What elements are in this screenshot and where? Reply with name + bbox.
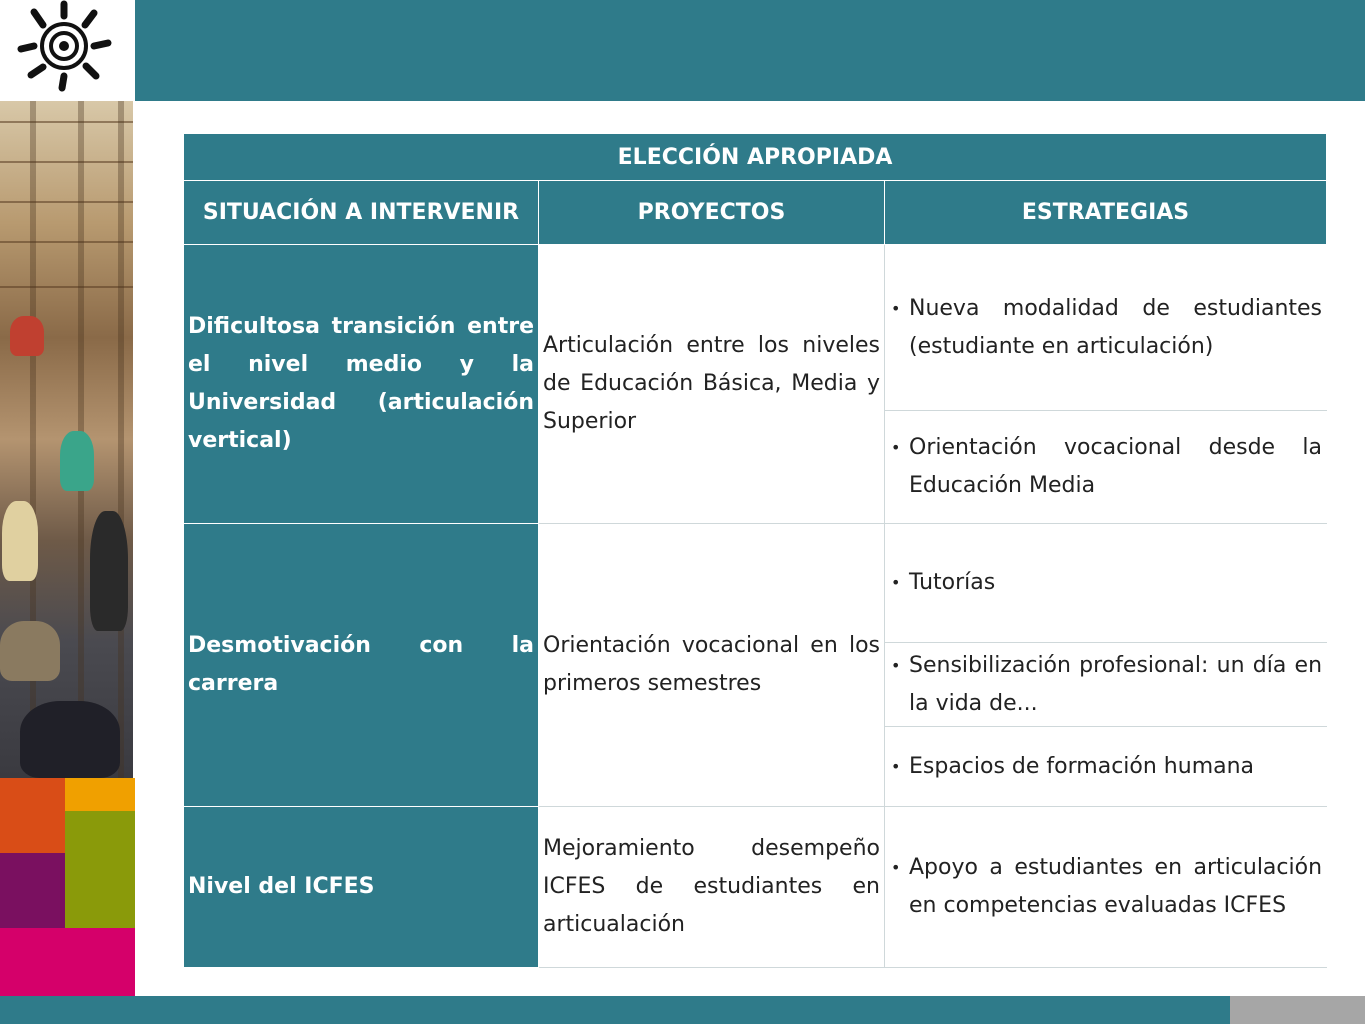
bullet-icon: • — [891, 756, 901, 776]
top-banner — [135, 0, 1365, 101]
bullet-icon: • — [891, 438, 901, 457]
situation-cell: Desmotivación con la carrera — [184, 524, 539, 807]
color-blocks — [0, 778, 135, 996]
column-header-strategies: ESTRATEGIAS — [885, 181, 1327, 245]
sun-spiral-logo-icon — [0, 0, 135, 101]
bullet-icon: • — [891, 655, 901, 675]
logo — [0, 0, 135, 101]
project-cell: Orientación vocacional en los primeros semestres — [539, 524, 885, 807]
strategy-cell — [885, 807, 1327, 968]
strategy-cell — [885, 727, 1327, 807]
strategy-cell — [885, 643, 1327, 727]
strategy-text: Sensibilización profesional: un día en la vida de... — [909, 652, 1323, 716]
strategy-cell — [885, 411, 1327, 524]
bullet-icon: • — [891, 298, 901, 318]
strategy-text: Nueva modalidad de estudiantes (estudiante en articulación) — [909, 295, 1323, 359]
strategy-table — [183, 133, 1327, 968]
strategy-cell — [885, 524, 1327, 643]
bullet-icon: • — [891, 858, 901, 877]
bottom-gray-block — [1230, 996, 1365, 1024]
strategy-text: Orientación vocacional desde la Educación Media — [909, 435, 1323, 498]
strategy-text: Apoyo a estudiantes en articulación en competencias evaluadas ICFES — [909, 855, 1323, 918]
bottom-banner — [0, 996, 1230, 1024]
column-header-situation: SITUACIÓN A INTERVENIR — [184, 181, 539, 245]
situation-cell: Dificultosa transición entre el nivel medio y la Universidad (articulación vertical) — [184, 245, 539, 524]
situation-cell: Nivel del ICFES — [184, 807, 539, 968]
campus-library-photo — [0, 101, 133, 778]
strategy-text: Tutorías — [909, 570, 996, 595]
strategy-text: Espacios de formación humana — [909, 753, 1255, 779]
column-header-projects: PROYECTOS — [539, 181, 885, 245]
project-cell: Articulación entre los niveles de Educación Básica, Media y Superior — [539, 245, 885, 524]
table-title: ELECCIÓN APROPIADA — [184, 134, 1327, 181]
project-cell: Mejoramiento desempeño ICFES de estudiantes en articualación — [539, 807, 885, 968]
bullet-icon: • — [891, 573, 901, 592]
strategy-cell — [885, 245, 1327, 411]
